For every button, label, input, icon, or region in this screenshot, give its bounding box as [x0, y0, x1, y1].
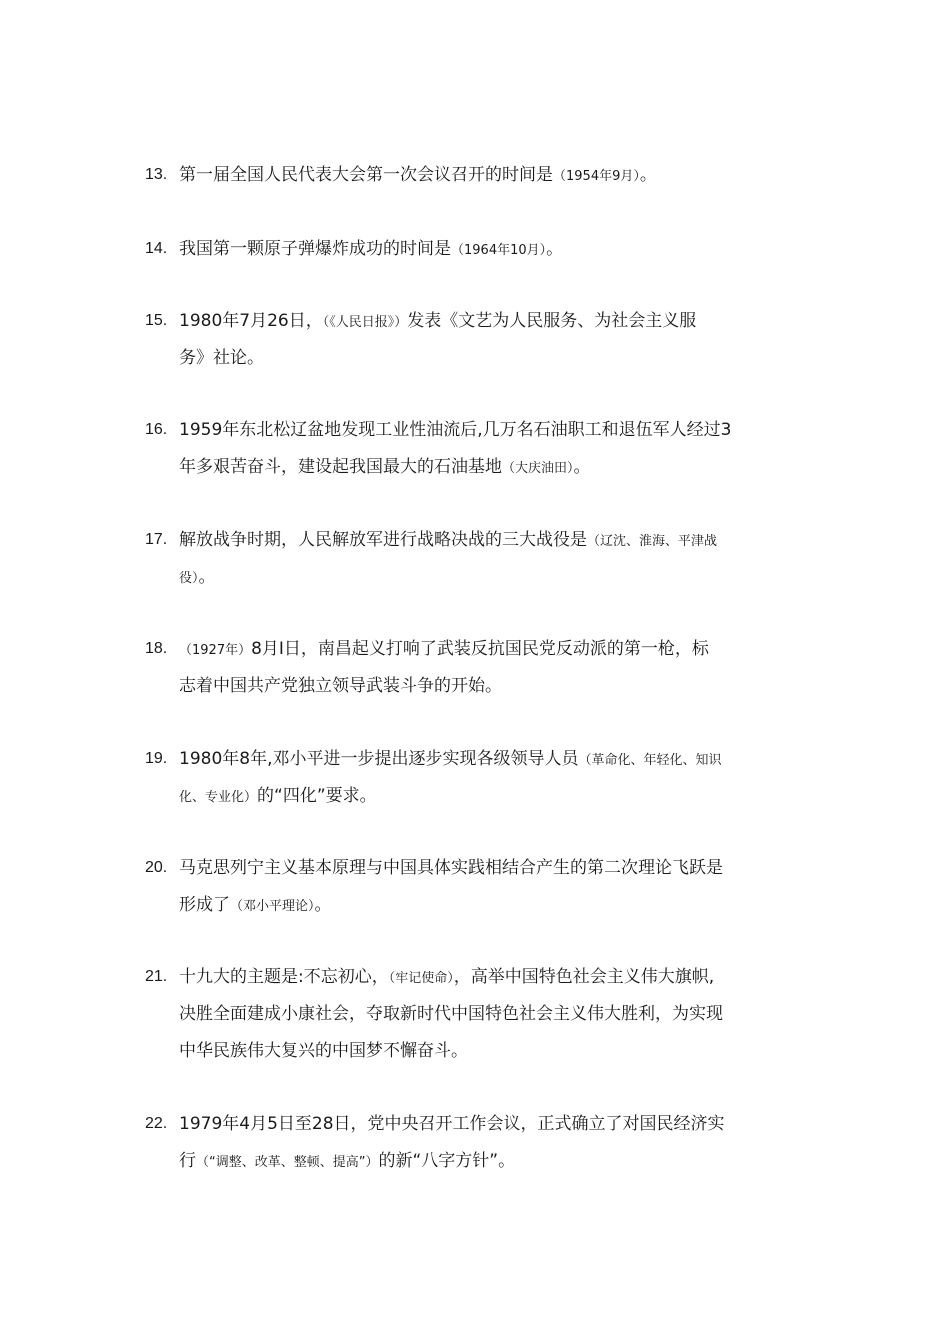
answer-text: 役）: [179, 571, 199, 586]
item-line-1: 1979年4月5日至28日，党中央召开工作会议，正式确立了对国民经济实: [179, 1114, 725, 1134]
question-text: ，高举中国特色社会主义伟大旗帜,: [453, 967, 715, 987]
answer-text: （1964年10月）: [451, 243, 547, 258]
answer-text: （1954年9月）: [553, 169, 640, 184]
item-number: 17.: [145, 531, 168, 548]
item-number: 20.: [145, 859, 168, 876]
item-line-1: [179, 153, 657, 197]
item-line-2: [179, 1139, 515, 1183]
answer-text: （辽沈、淮海、平津战: [587, 534, 718, 549]
answer-text: （牢记使命）: [388, 971, 454, 986]
question-text: 。: [546, 239, 564, 259]
item-line-1: 1959年东北松辽盆地发现工业性油流后,几万名石油职工和退伍军人经过3: [179, 420, 732, 440]
answer-text: （革命化、年轻化、知识: [578, 753, 722, 768]
question-text: 1980年8年,邓小平进一步提出逐步实现各级领导人员: [179, 749, 579, 769]
item-number: 22.: [145, 1115, 168, 1132]
item-number: 15.: [145, 312, 168, 329]
question-text: 年多艰苦奋斗，建设起我国最大的石油基地: [179, 457, 502, 477]
answer-text: （邓小平理论）: [230, 899, 315, 914]
item-number: 13.: [145, 166, 168, 183]
item-line-1: [179, 227, 563, 271]
item-number: 18.: [145, 640, 168, 657]
question-text: 。: [573, 457, 591, 477]
item-line-2: 决胜全面建成小康社会，夺取新时代中国特色社会主义伟大胜利，为实现: [179, 1004, 723, 1024]
question-text: 发表《文艺为人民服务、为社会主义服: [407, 311, 697, 331]
question-text: 解放战争时期，人民解放军进行战略决战的三大战役是: [179, 530, 587, 550]
question-text: 的“四化”要求。: [257, 786, 377, 806]
item-line-2: [179, 774, 377, 818]
answer-text: （1927年）: [179, 643, 252, 658]
answer-text: （《人民日报》）: [322, 315, 408, 330]
item-line-2: [179, 883, 332, 927]
item-line-1: [179, 518, 717, 562]
question-text: 。: [198, 567, 216, 587]
question-text: 第一届全国人民代表大会第一次会议召开的时间是: [179, 165, 553, 185]
item-line-1: 马克思列宁主义基本原理与中国具体实践相结合产生的第二次理论飞跃是: [179, 858, 723, 878]
item-line-2: [179, 555, 216, 599]
question-text: 8月I日，南昌起义打响了武装反抗国民党反动派的第一枪，标: [251, 639, 709, 659]
question-text: 。: [314, 895, 332, 915]
item-number: 19.: [145, 750, 168, 767]
item-line-2: 务》社论。: [179, 348, 264, 368]
question-text: 十九大的主题是:不忘初心，: [179, 967, 389, 987]
item-number: 14.: [145, 240, 168, 257]
answer-text: （“调整、改革、整顿、提高”）: [196, 1155, 379, 1170]
item-number: 21.: [145, 968, 168, 985]
item-line-3: 中华民族伟大复兴的中国梦不懈奋斗。: [179, 1041, 468, 1061]
answer-text: 化、专业化）: [179, 790, 258, 805]
question-text: 1980年7月26日，: [179, 311, 323, 331]
question-text: 我国第一颗原子弹爆炸成功的时间是: [179, 239, 451, 259]
question-text: 。: [639, 165, 657, 185]
question-text: 行: [179, 1151, 196, 1171]
item-line-2: 志着中国共产党独立领导武装斗争的开始。: [179, 676, 502, 696]
item-line-2: [179, 445, 591, 489]
question-text: 形成了: [179, 895, 230, 915]
item-number: 16.: [145, 421, 168, 438]
question-text: 的新“八字方针”。: [378, 1151, 516, 1171]
answer-text: （大庆油田）: [502, 461, 574, 476]
